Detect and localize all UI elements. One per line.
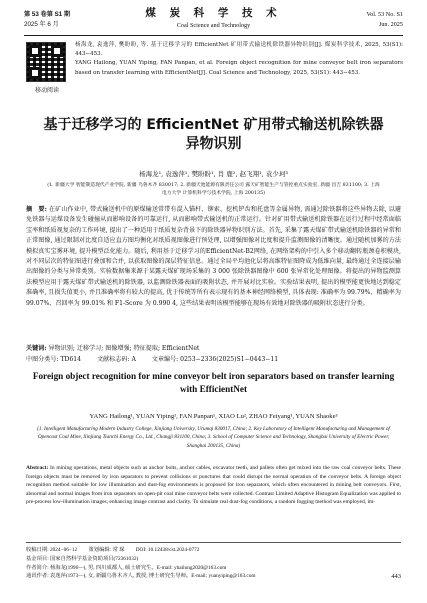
corresponding-author: 通讯作者: 袁逸萍(1973—), 女, 新疆乌鲁木齐人, 教授, 博士研究生导师。E-mail: yuanyiping@163.com xyxy=(26,573,256,580)
citation-block xyxy=(75,41,403,78)
header-center xyxy=(24,6,403,30)
classification-row xyxy=(26,355,401,365)
paper-title-en: Foreign object recognition for mine conveyor belt iron separators based on transfer learning with EfficientNet xyxy=(32,371,395,394)
qr-finder-top-right xyxy=(51,45,63,57)
journal-header xyxy=(24,6,403,36)
header-date-cn: 2025 年 6 月 xyxy=(24,21,59,28)
abstract-cn-text: 在矿山作业中, 带式输送机中的原煤输送常带有混入锚杆、铆索、挖机铲齿和托盘等金属异物, 需通过除铁器将这些异物去除, 以避免铁器与运煤设备发生碰撞从而影响设备的可靠运行, 从而影响带式输送机的正常运行。针对矿用带式输送机除铁器在运行过程中经常面临宝率和纸质视复杂的工作环境, 提出了一种适用于纸质复杂背景下的除铁器异物识别方法。首先, 采集了露天煤矿带式输送机除铁器的异常和正常图像, 通过限制对比度自适应直方图均衡化对纸质视图像进行预处理, 以增强图像对比度和提升监测图像的清晰度。通过随机加雾的方法模拟真实宝雾环境, 提升模型泛化能力。随后, 利用基于迁移学习的EfficientNet-B2网络, 在网络架构的中引入多个移动翻转瓶颈卷积模块, 对不同层次的特征图进行叠加和合并, 以获取图像的深层特征信息。通过全局平均池化层将高维特征图降成为低维向量, 最终通过全连接层输出图像的分类与异常类别。实验数据集来源于某露天煤矿现场采集的 3 000 张除铁器图像中 600 张异常化处理图像。将提出的异物监测算法模型应用于露天煤矿带式输送机的除铁器, 以监测除铁器表面的吸附状态, 并开展对比实验。实验结果表明, 提出的模型能更快地达到稳定准确率, 且损失值更小, 并且准确率将有较大的提高, 优于传统等所有表示现有的基本神经网络模型, 具体表现: 准确率为 99.79%、精确率为 99.07%、召回率为 99.01% 和 F1-Score 为 0.990 4, 这些结果表明该模型能够在现场有效地对除铁器的吸附状态进行分类。 xyxy=(26,206,402,307)
page-number: 443 xyxy=(391,573,401,580)
keywords-cn-text: 异物识别; 迁移学习; 图像增强; 特征提取; EfficientNet xyxy=(48,345,200,352)
article-footer xyxy=(26,542,401,581)
fund-info: 基金项目: 国家自然科学基金资助项目(72361032) xyxy=(26,555,139,562)
footer-meta-row xyxy=(26,546,401,555)
abstract-en-text: In mining operations, metal objects such as anchor bolts, anchor cables, excavator teeth, and pallets often get mixed into the raw coal conveyor belts. These foreign objects must be removed by iron separators to prevent collisions or punctures that could disrupt the normal operation of the conveyor belts. A foreign object recognition method suitable for low illumination and dust-fog environments is proposed for iron separators, which often encountered in mining belt conveyors. First, abnormal and normal images from iron separators on open-pit coal mine conveyor belts were collected. Contrast Limited Adaptive Histogram Equalization was applied to pre-process low-illumination images, enhancing image contrast and clarity. To simulate real dust-fog conditions, a random fogging method was employed, im- xyxy=(26,465,401,506)
paper-title-cn: 基于迁移学习的 EfficientNet 矿用带式输送机除铁器异物识别 xyxy=(43,117,384,152)
abstract-en xyxy=(26,464,401,507)
journal-name-cn: 煤 炭 科 学 技 术 xyxy=(145,7,282,19)
abstract-cn-label: 摘 要: xyxy=(26,206,47,213)
planning-editor: 策划编辑: 常 琛 xyxy=(88,547,125,553)
keywords-cn-label: 关键词: xyxy=(26,345,47,352)
qr-finder-bottom-left xyxy=(29,67,41,79)
qr-code[interactable] xyxy=(26,42,66,82)
doi[interactable]: DOI: 10.12438/cst.2024-0772 xyxy=(135,547,200,553)
header-date-en: Jun. 2025 xyxy=(378,21,403,28)
qr-finder-top-left xyxy=(29,45,41,57)
journal-name-en: Coal Science and Technology xyxy=(176,22,251,29)
header-right xyxy=(366,10,403,30)
authors-cn: 杨海龙¹, 袁逸萍¹, 樊盼盼¹, 肖 鹿², 赵飞翔¹, 袁少珂³ xyxy=(139,170,288,178)
citation-en: YANG Hailong, YUAN Yiping, FAN Panpan, et al. Foreign object recognition for mine conveyor belt iron separators based on transfer learning with EfficientNet[J]. Coal Science and Technology, 2025, 53(S1): 443−453. xyxy=(75,60,403,76)
author-bio: 作者简介: 杨海龙(1996—), 男, 四川成都人, 硕士研究生。E-mail: yhailong2020@163.com xyxy=(26,564,227,571)
authors-en: YANG Hailong¹, YUAN Yiping¹, FAN Panpan¹, XIAO Lu², ZHAO Feiyang¹, YUAN Shaoke³ xyxy=(89,413,338,420)
header-volume-cn: 第 53 卷第 S1 期 xyxy=(24,11,71,18)
header-volume-en: Vol. 53 No. S1 xyxy=(366,11,403,18)
received-date: 收稿日期: 2024−06−12 xyxy=(26,547,78,553)
affiliations-cn: (1. 新疆大学 智能制造现代产业学院, 新疆 乌鲁木齐 830017; 2. 新疆天池能源有限责任公司 露天矿智能生产与管控重点实验室, 新疆 昌吉 831100; 3. 上海电力大学 计算机科学与技术学院, 上海 200135) xyxy=(47,183,380,196)
abstract-cn xyxy=(26,205,401,309)
abstract-en-label: Abstract: xyxy=(26,465,49,471)
document-code: 文献标志码: A xyxy=(96,356,136,363)
clc-number: 中图分类号: TD614 xyxy=(26,356,82,363)
affiliations-en: (1. Intelligent Manufacturing Modern Industry College, Xinjiang University, Urumqi 830017, China; 2. Key Laboratory of Intelligent Manufacturing and Management of Opencast Coal Mine, Xinjiang Tianchi Energy Co., Ltd., Changji 831100, China; 3. School of Computer Science and Technology, Shanghai University of Electric Power, Shanghai 200135, China) xyxy=(37,426,390,449)
citation-cn: 杨海龙, 袁逸萍, 樊盼盼, 等. 基于迁移学习的 EfficientNet 矿用带式输送机除铁器异物识别[J]. 煤炭科学技术, 2025, 53(S1): 443−453. xyxy=(75,42,403,58)
qr-caption: 移动阅读 xyxy=(34,87,59,94)
keywords-cn xyxy=(26,344,401,354)
article-number: 文章编号: 0253−2336(2025)S1−0443−11 xyxy=(151,356,279,363)
